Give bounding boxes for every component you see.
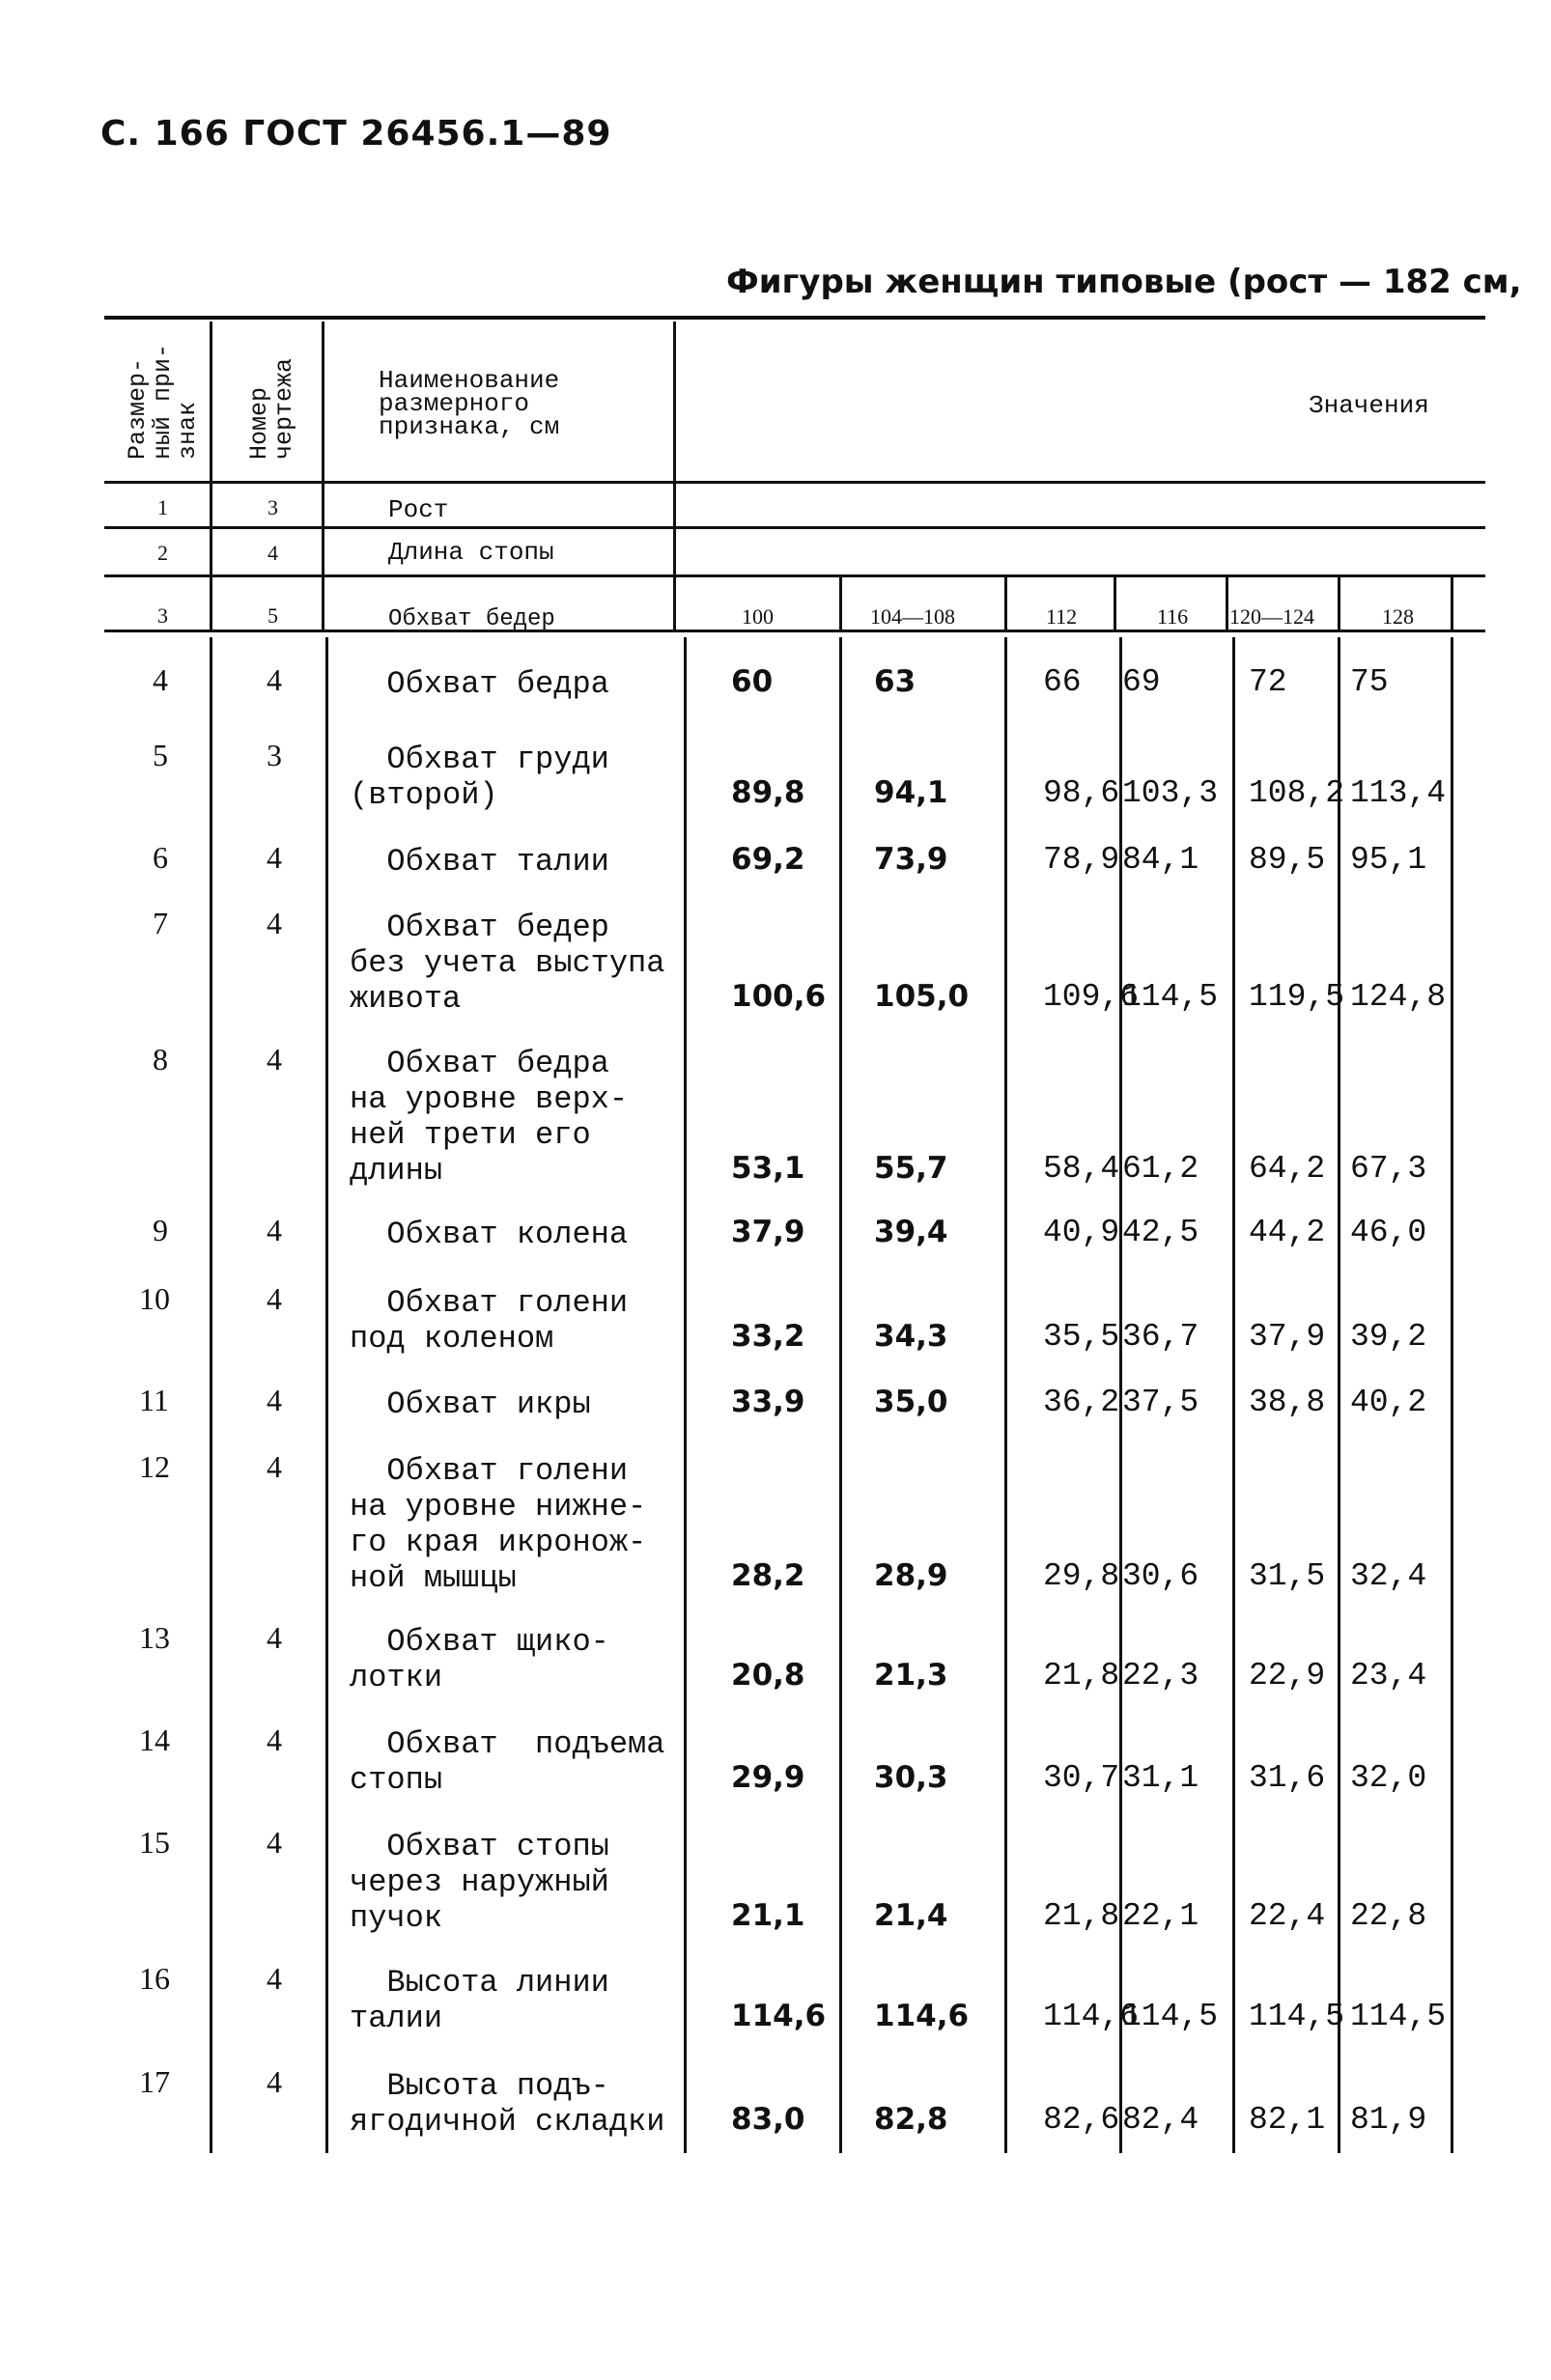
value-cell: 21,1 bbox=[731, 1898, 805, 1933]
value-cell: 108,2 bbox=[1249, 775, 1345, 811]
value-cell: 21,8 bbox=[1043, 1658, 1120, 1694]
value-cell: 30,7 bbox=[1043, 1760, 1120, 1796]
value-cell: 39,4 bbox=[874, 1215, 948, 1249]
header-values: Значения bbox=[1309, 391, 1429, 420]
header-drawing-number: Номер чертежа bbox=[245, 357, 298, 460]
top-row-num: 1 bbox=[157, 495, 168, 519]
value-cell: 73,9 bbox=[874, 842, 948, 877]
value-cell: 32,0 bbox=[1350, 1760, 1427, 1796]
value-cell: 95,1 bbox=[1350, 842, 1427, 878]
value-cell: 40,9 bbox=[1043, 1215, 1120, 1250]
value-cell: 114,6 bbox=[1043, 1999, 1140, 2034]
value-cell: 28,9 bbox=[874, 1558, 948, 1593]
value-cell: 105,0 bbox=[874, 979, 970, 1014]
page-header: С. 166 ГОСТ 26456.1—89 bbox=[100, 114, 612, 154]
hip-size-value: 112 bbox=[1046, 604, 1078, 629]
hip-size-value: 116 bbox=[1157, 604, 1189, 629]
row-drawing-number: 4 bbox=[267, 2064, 282, 2099]
top-row-drawing: 3 bbox=[268, 495, 278, 519]
value-cell: 21,3 bbox=[874, 1658, 948, 1693]
value-cell: 44,2 bbox=[1249, 1215, 1326, 1250]
value-cell: 109,6 bbox=[1043, 979, 1140, 1015]
row-drawing-number: 3 bbox=[267, 738, 282, 772]
value-cell: 22,9 bbox=[1249, 1658, 1326, 1694]
row-drawing-number: 4 bbox=[267, 1449, 282, 1484]
top-row-drawing: 5 bbox=[268, 603, 278, 628]
value-cell: 63 bbox=[874, 664, 916, 699]
value-cell: 29,9 bbox=[731, 1760, 805, 1795]
row-number: 6 bbox=[153, 840, 168, 875]
feature-name: Обхват икры bbox=[350, 1386, 591, 1422]
header-feature-name: Наименование размерного признака, см bbox=[379, 366, 560, 441]
row-drawing-number: 4 bbox=[267, 1213, 282, 1247]
value-cell: 64,2 bbox=[1249, 1151, 1326, 1187]
value-cell: 83,0 bbox=[731, 2102, 805, 2137]
hip-size-value: 120—124 bbox=[1229, 604, 1314, 629]
value-cell: 89,5 bbox=[1249, 842, 1326, 878]
value-cell: 28,2 bbox=[731, 1558, 805, 1593]
feature-name: Обхват бедра bbox=[350, 666, 609, 702]
feature-name: Обхват щико- лотки bbox=[350, 1624, 609, 1695]
feature-name: Обхват талии bbox=[350, 844, 609, 880]
row-drawing-number: 4 bbox=[267, 1042, 282, 1077]
value-cell: 82,4 bbox=[1122, 2102, 1199, 2138]
feature-name: Обхват груди (второй) bbox=[350, 742, 609, 813]
row-drawing-number: 4 bbox=[267, 1961, 282, 1996]
row-drawing-number: 4 bbox=[267, 1825, 282, 1860]
value-cell: 31,1 bbox=[1122, 1760, 1199, 1796]
top-row-num: 3 bbox=[157, 603, 168, 628]
value-cell: 33,2 bbox=[731, 1319, 805, 1354]
value-cell: 82,8 bbox=[874, 2102, 948, 2137]
feature-name: Обхват голени под коленом bbox=[350, 1285, 629, 1357]
top-row-drawing: 4 bbox=[268, 541, 278, 565]
value-cell: 82,1 bbox=[1249, 2102, 1326, 2138]
value-cell: 39,2 bbox=[1350, 1319, 1427, 1355]
value-cell: 58,4 bbox=[1043, 1151, 1120, 1187]
value-cell: 36,7 bbox=[1122, 1319, 1199, 1355]
value-cell: 37,5 bbox=[1122, 1385, 1199, 1420]
top-row-name: Обхват бедер bbox=[388, 606, 555, 632]
value-cell: 84,1 bbox=[1122, 842, 1199, 878]
header-size-feature: Размер-ный при-знак bbox=[124, 343, 202, 460]
top-row-name: Длина стопы bbox=[388, 538, 554, 567]
value-cell: 82,6 bbox=[1043, 2102, 1120, 2138]
value-cell: 119,5 bbox=[1249, 979, 1345, 1015]
feature-name: Обхват колена bbox=[350, 1217, 629, 1252]
value-cell: 22,8 bbox=[1350, 1898, 1427, 1934]
row-number: 8 bbox=[153, 1042, 168, 1077]
value-cell: 103,3 bbox=[1122, 775, 1219, 811]
value-cell: 23,4 bbox=[1350, 1658, 1427, 1694]
feature-name: Обхват подъема стопы bbox=[350, 1726, 665, 1798]
value-cell: 78,9 bbox=[1043, 842, 1120, 878]
value-cell: 114,5 bbox=[1122, 1999, 1219, 2034]
value-cell: 55,7 bbox=[874, 1151, 948, 1186]
value-cell: 34,3 bbox=[874, 1319, 948, 1354]
row-drawing-number: 4 bbox=[267, 906, 282, 940]
feature-name: Обхват бедра на уровне верх- ней трети его длины bbox=[350, 1046, 629, 1189]
value-cell: 30,6 bbox=[1122, 1558, 1199, 1594]
row-drawing-number: 4 bbox=[267, 1383, 282, 1417]
value-cell: 75 bbox=[1350, 664, 1389, 700]
feature-name: Обхват бедер без учета выступа живота bbox=[350, 910, 665, 1017]
value-cell: 29,8 bbox=[1043, 1558, 1120, 1594]
row-drawing-number: 4 bbox=[267, 840, 282, 875]
row-number: 13 bbox=[139, 1620, 170, 1655]
row-number: 17 bbox=[139, 2064, 170, 2099]
value-cell: 37,9 bbox=[1249, 1319, 1326, 1355]
feature-name: Обхват стопы через наружный пучок bbox=[350, 1829, 609, 1936]
feature-name: Обхват голени на уровне нижне- го края икронож- ной мышцы bbox=[350, 1453, 647, 1596]
value-cell: 31,6 bbox=[1249, 1760, 1326, 1796]
value-cell: 69 bbox=[1122, 664, 1161, 700]
hip-size-value: 100 bbox=[742, 604, 774, 629]
value-cell: 98,6 bbox=[1043, 775, 1120, 811]
hip-size-value: 128 bbox=[1382, 604, 1414, 629]
value-cell: 114,5 bbox=[1122, 979, 1219, 1015]
value-cell: 37,9 bbox=[731, 1215, 805, 1249]
row-number: 11 bbox=[139, 1383, 169, 1417]
value-cell: 36,2 bbox=[1043, 1385, 1120, 1420]
value-cell: 42,5 bbox=[1122, 1215, 1199, 1250]
value-cell: 60 bbox=[731, 664, 774, 699]
value-cell: 31,5 bbox=[1249, 1558, 1326, 1594]
value-cell: 33,9 bbox=[731, 1385, 805, 1419]
value-cell: 94,1 bbox=[874, 775, 948, 810]
value-cell: 53,1 bbox=[731, 1151, 805, 1186]
value-cell: 114,6 bbox=[731, 1999, 827, 2033]
row-drawing-number: 4 bbox=[267, 1620, 282, 1655]
value-cell: 66 bbox=[1043, 664, 1082, 700]
row-drawing-number: 4 bbox=[267, 662, 282, 697]
value-cell: 72 bbox=[1249, 664, 1287, 700]
value-cell: 114,5 bbox=[1249, 1999, 1345, 2034]
row-number: 5 bbox=[153, 738, 168, 772]
value-cell: 38,8 bbox=[1249, 1385, 1326, 1420]
value-cell: 114,5 bbox=[1350, 1999, 1447, 2034]
table-caption: Фигуры женщин типовые (рост — 182 см, bbox=[726, 263, 1522, 301]
value-cell: 114,6 bbox=[874, 1999, 970, 2033]
top-row-num: 2 bbox=[157, 541, 168, 565]
value-cell: 22,3 bbox=[1122, 1658, 1199, 1694]
value-cell: 32,4 bbox=[1350, 1558, 1427, 1594]
row-number: 12 bbox=[139, 1449, 170, 1484]
value-cell: 61,2 bbox=[1122, 1151, 1199, 1187]
value-cell: 20,8 bbox=[731, 1658, 805, 1693]
value-cell: 35,0 bbox=[874, 1385, 948, 1419]
row-drawing-number: 4 bbox=[267, 1722, 282, 1757]
value-cell: 67,3 bbox=[1350, 1151, 1427, 1187]
value-cell: 40,2 bbox=[1350, 1385, 1427, 1420]
row-number: 7 bbox=[153, 906, 168, 940]
row-number: 15 bbox=[139, 1825, 170, 1860]
value-cell: 21,4 bbox=[874, 1898, 948, 1933]
value-cell: 35,5 bbox=[1043, 1319, 1120, 1355]
value-cell: 124,8 bbox=[1350, 979, 1447, 1015]
value-cell: 22,4 bbox=[1249, 1898, 1326, 1934]
value-cell: 30,3 bbox=[874, 1760, 948, 1795]
value-cell: 113,4 bbox=[1350, 775, 1447, 811]
row-number: 14 bbox=[139, 1722, 170, 1757]
value-cell: 21,8 bbox=[1043, 1898, 1120, 1934]
feature-name: Высота подъ- ягодичной складки bbox=[350, 2068, 665, 2140]
row-number: 4 bbox=[153, 662, 168, 697]
row-number: 10 bbox=[139, 1281, 170, 1316]
value-cell: 46,0 bbox=[1350, 1215, 1427, 1250]
value-cell: 22,1 bbox=[1122, 1898, 1199, 1934]
value-cell: 69,2 bbox=[731, 842, 805, 877]
top-row-name: Рост bbox=[388, 495, 449, 524]
value-cell: 89,8 bbox=[731, 775, 805, 810]
row-drawing-number: 4 bbox=[267, 1281, 282, 1316]
value-cell: 100,6 bbox=[731, 979, 827, 1014]
hip-size-value: 104—108 bbox=[870, 604, 955, 629]
row-number: 16 bbox=[139, 1961, 170, 1996]
feature-name: Высота линии талии bbox=[350, 1965, 609, 2036]
row-number: 9 bbox=[153, 1213, 168, 1247]
value-cell: 81,9 bbox=[1350, 2102, 1427, 2138]
